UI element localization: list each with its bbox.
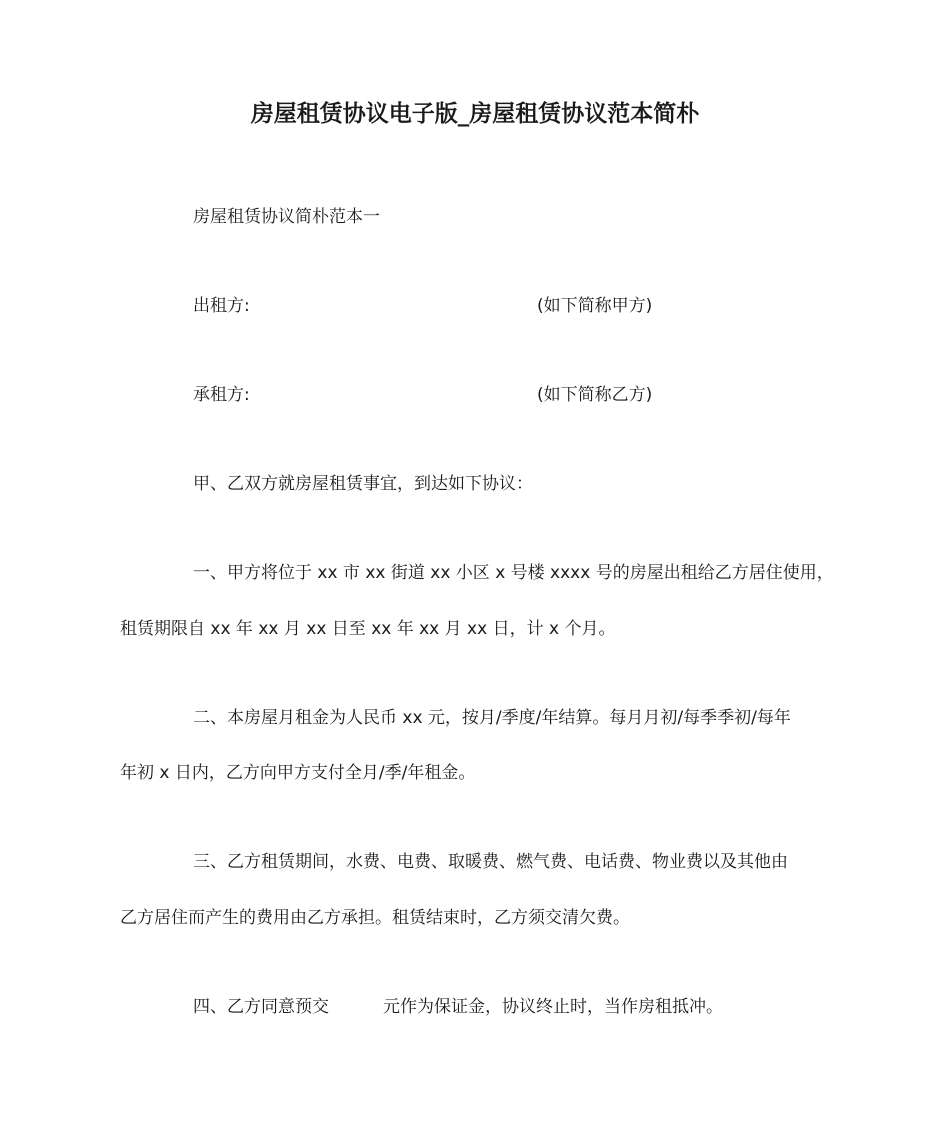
document-title: 房屋租赁协议电子版_房屋租赁协议范本简朴 [250,101,700,127]
lessee-label: 承租方: [193,385,250,405]
clause-4-part-1: 四、乙方同意预交 [193,997,329,1017]
intro-paragraph: 甲、乙双方就房屋租赁事宜，到达如下协议： [193,474,533,494]
clause-2-line-2: 年初 x 日内，乙方向甲方支付全月/季/年租金。 [120,763,476,783]
clause-3-line-1: 三、乙方租赁期间，水费、电费、取暖费、燃气费、电话费、物业费以及其他由 [193,852,788,872]
clause-1-line-1: 一、甲方将位于 xx 市 xx 街道 xx 小区 x 号楼 xxxx 号的房屋出租给乙方居住使用， [193,563,834,583]
lessee-note: (如下简称乙方) [537,385,653,405]
lessor-note: (如下简称甲方) [537,296,653,316]
clause-4-part-2: 元作为保证金，协议终止时，当作房租抵冲。 [383,997,723,1017]
clause-1-line-2: 租赁期限自 xx 年 xx 月 xx 日至 xx 年 xx 月 xx 日，计 x 个月。 [120,619,616,639]
document-subtitle: 房屋租赁协议简朴范本一 [193,207,380,227]
clause-4-line [193,995,723,1019]
clause-3-line-2: 乙方居住而产生的费用由乙方承担。租赁结束时，乙方须交清欠费。 [120,908,630,928]
clause-2-line-1: 二、本房屋月租金为人民币 xx 元，按月/季度/年结算。每月月初/每季季初/每年 [193,708,791,728]
lessor-label: 出租方: [193,296,250,316]
